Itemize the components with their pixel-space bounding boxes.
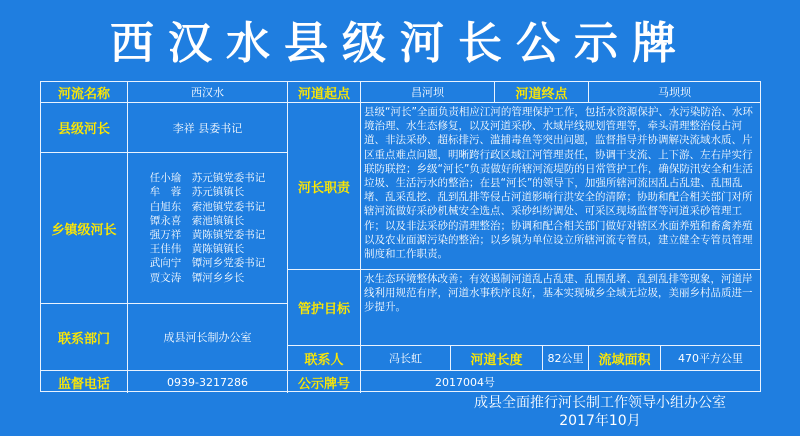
phone-label: 监督电话	[41, 371, 128, 393]
contact-label: 联系人	[288, 346, 361, 371]
duty-label: 河长职责	[288, 103, 361, 270]
county-chief-value: 李祥 县委书记	[128, 103, 288, 153]
county-chief-label: 县级河长	[41, 103, 128, 153]
list-item: 贾文涛 镡河乡乡长	[149, 271, 245, 284]
river-name-label: 河流名称	[41, 82, 128, 103]
list-item: 武向宁 镡河乡党委书记	[149, 257, 266, 270]
footer-date: 2017年10月	[559, 413, 641, 429]
dept-label: 联系部门	[41, 304, 128, 371]
contact-value: 冯长虹	[361, 346, 451, 371]
start-label: 河道起点	[288, 82, 361, 103]
info-table	[40, 81, 761, 392]
goal-label: 管护目标	[288, 270, 361, 346]
list-item: 任小瑜 苏元镇党委书记	[149, 172, 266, 185]
area-label: 流域面积	[589, 346, 661, 371]
length-label: 河道长度	[451, 346, 543, 371]
board-no-label: 公示牌号	[288, 371, 361, 393]
board-title: 西汉水县级河长公示牌	[110, 18, 690, 69]
list-item: 牟 蓉 苏元镇镇长	[149, 186, 245, 199]
list-item: 白旭东 索池镇党委书记	[149, 200, 266, 213]
end-label: 河道终点	[495, 82, 589, 103]
start-value: 昌河坝	[361, 82, 495, 103]
goal-text: 水生态环境整体改善；有效遏制河道乱占乱建、乱围乱堵、乱到乱排等现象，河道岸线利用规范有序，河道水事秩序良好，基本实现城乡全域无垃圾，美丽乡村品质进一步提升。	[361, 270, 760, 346]
township-chief-list	[128, 153, 288, 304]
list-item: 王佳伟 黄陈镇镇长	[149, 243, 245, 256]
length-value: 82公里	[543, 346, 589, 371]
board-no-value: 2017004号	[435, 376, 495, 389]
footer	[420, 394, 780, 430]
duty-text: 县级“河长”全面负责相应江河的管理保护工作，包括水资源保护、水污染防治、水环境治理、水生态修复，以及河道采砂、水域岸线规划管理等，牵头清理整治侵占河道、非法采砂、超标排污、滥捕毒鱼等突出问题，监督指导并协调解决流域水质、片区重点难点问题，明晰跨行政区域江河管理责任，协调干支流、上下游、左右岸实行联防联控；乡级“河长”负责做好所辖河流堤防的日常管护工作，确保防汛安全和生活垃圾、生活污水的整治；在县“河长”的领导下，加强所辖河流因乱占乱建、乱围乱堵、乱采乱挖、乱到乱排等侵占河道影响行洪安全的清障；协助和配合相关部门对所辖河流做好采砂机械安全选点、采砂纠纷调处、可采区现场监督等河道采砂管理工作；以及非法采砂的清理整治；协调和配合相关部门做好对辖区水面养殖和畜禽养殖以及农业面源污染的整治；以乡镇为单位设立所辖河流专管员，建立健全专管员管理制度和工作职责。	[361, 103, 760, 270]
area-value: 470平方公里	[661, 346, 760, 371]
dept-value: 成县河长制办公室	[128, 304, 288, 371]
river-name-value: 西汉水	[128, 82, 288, 103]
list-item: 强万祥 黄陈镇党委书记	[149, 229, 266, 241]
footer-office: 成县全面推行河长制工作领导小组办公室	[474, 395, 726, 411]
list-item: 镡永喜 索池镇镇长	[149, 214, 245, 227]
township-chief-label: 乡镇级河长	[41, 153, 128, 304]
end-value: 马坝坝	[589, 82, 760, 103]
phone-value: 0939-3217286	[128, 371, 288, 393]
